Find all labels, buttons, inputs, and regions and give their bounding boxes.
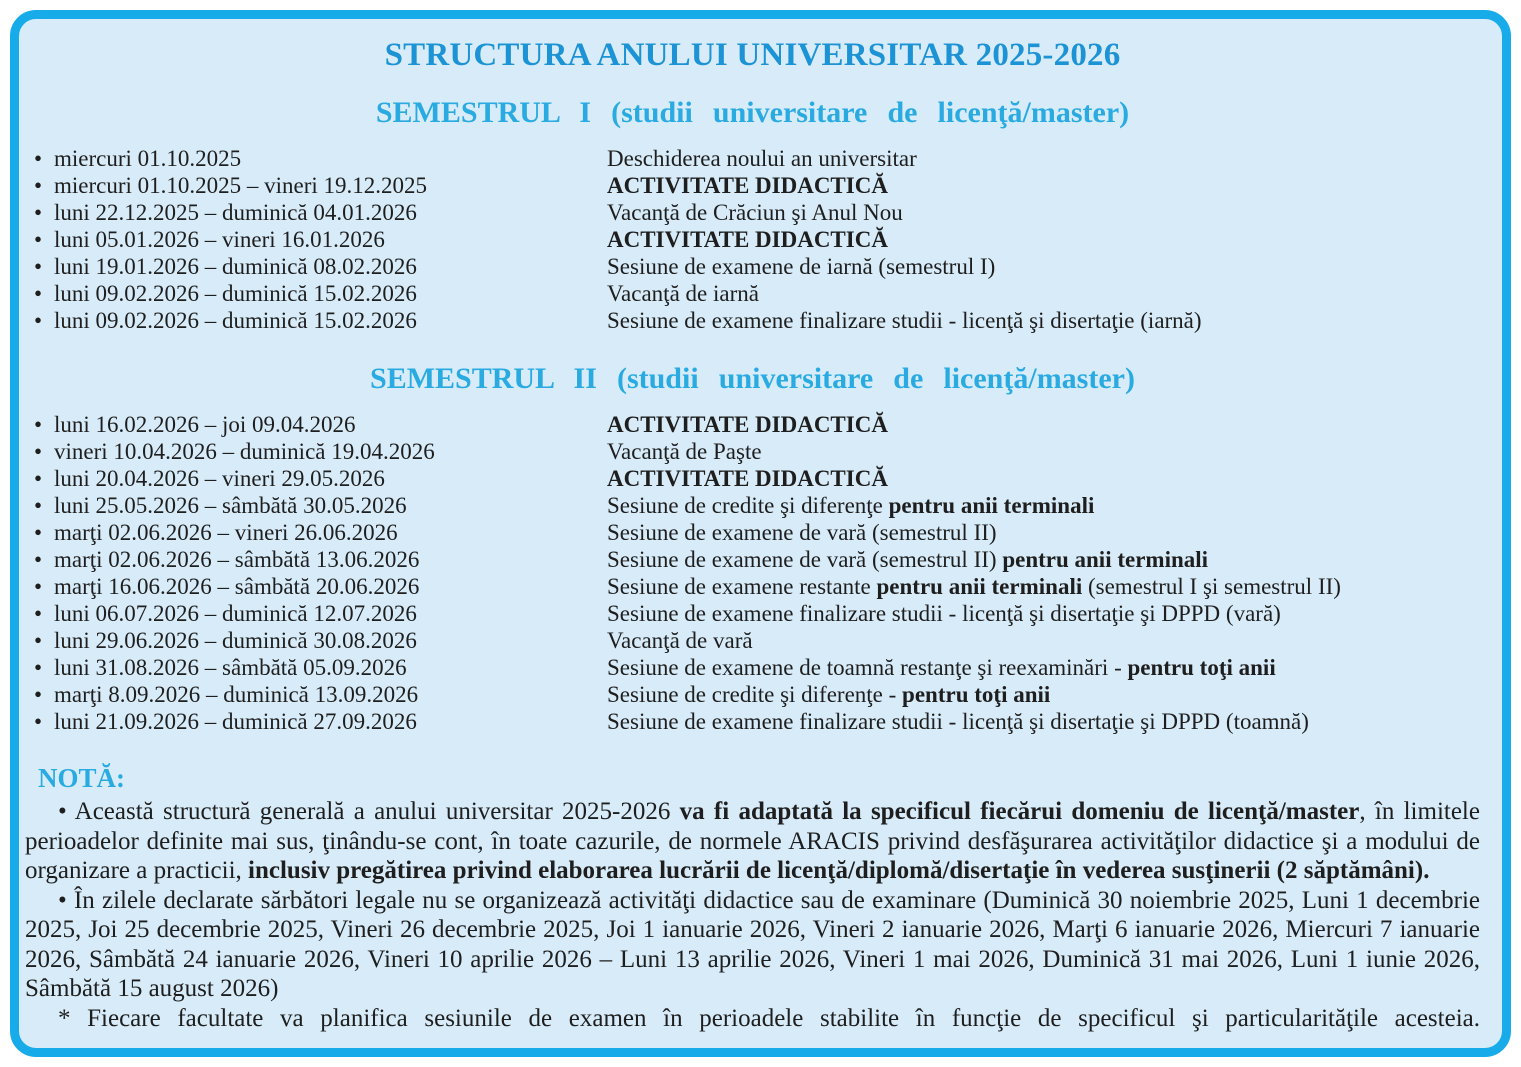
activity-text: Sesiune de credite şi diferenţe - xyxy=(607,682,903,707)
note-text: va fi adaptată la specificul fiecărui domeniu de licenţă/master xyxy=(679,798,1360,825)
schedule-period xyxy=(25,708,603,735)
note-text: • În zilele declarate sărbători legale nu se organizează activităţi didactice sau de examinare (Duminică 30 noiembrie 2025, Luni 1 decembrie 2025, Joi 25 decembrie 2025, Vineri 26 decembrie 2025, Joi 1 ianuarie 2026, Vineri 2 ianuarie 2026, Marţi 6 ianuarie 2026, Miercuri 7 ianuarie 2026, Sâmbătă 24 ianuarie 2026, Vineri 10 aprilie 2026 – Luni 13 aprilie 2026, Vineri 1 mai 2026, Duminică 31 mai 2026, Luni 1 iunie 2026, Sâmbătă 15 august 2026) xyxy=(25,886,1480,1002)
bullet-marker: • xyxy=(34,173,43,198)
period-text: luni 09.02.2026 – duminică 15.02.2026 xyxy=(54,281,417,306)
activity-text: (semestrul I şi semestrul II) xyxy=(1082,574,1341,599)
activity-text: Vacanţă de vară xyxy=(607,628,753,653)
schedule-period xyxy=(25,253,603,280)
schedule-row xyxy=(25,600,1480,627)
bullet-marker: • xyxy=(34,709,43,734)
period-text: luni 31.08.2026 – sâmbătă 05.09.2026 xyxy=(54,655,407,680)
note-text: , în limitele perioadelor definite mai sus, ţinându-se cont, în toate cazurile, de normele ARACIS privind desfăşurarea activităţilor didactice şi a modului de organizare a practicii, xyxy=(25,798,1480,884)
schedule-period xyxy=(25,465,603,492)
bullet-marker: • xyxy=(34,200,43,225)
schedule-period xyxy=(25,519,603,546)
period-text: miercuri 01.10.2025 xyxy=(54,146,242,171)
note-text: inclusiv pregătirea privind elaborarea lucrării de licenţă/diplomă/disertaţie în vederea susţinerii (2 săptămâni). xyxy=(248,857,1430,884)
schedule-activity xyxy=(603,573,1480,600)
schedule-row xyxy=(25,307,1480,334)
activity-text: pentru toţi anii xyxy=(1127,655,1276,680)
schedule-activity xyxy=(603,199,1480,226)
bullet-marker: • xyxy=(34,601,43,626)
activity-text: pentru anii terminali xyxy=(876,574,1083,599)
period-text: luni 25.05.2026 – sâmbătă 30.05.2026 xyxy=(54,493,407,518)
schedule-row xyxy=(25,627,1480,654)
schedule-row xyxy=(25,492,1480,519)
period-text: miercuri 01.10.2025 – vineri 19.12.2025 xyxy=(54,173,428,198)
schedule-row xyxy=(25,708,1480,735)
schedule-activity xyxy=(603,600,1480,627)
academic-year-structure-document xyxy=(10,10,1511,1057)
period-text: luni 29.06.2026 – duminică 30.08.2026 xyxy=(54,628,417,653)
schedule-row xyxy=(25,411,1480,438)
schedule-row xyxy=(25,172,1480,199)
schedule-period xyxy=(25,492,603,519)
schedule-activity xyxy=(603,465,1480,492)
period-text: marţi 02.06.2026 – vineri 26.06.2026 xyxy=(54,520,398,545)
schedule-period xyxy=(25,307,603,334)
schedule-row xyxy=(25,573,1480,600)
period-text: vineri 10.04.2026 – duminică 19.04.2026 xyxy=(54,439,435,464)
schedule-period xyxy=(25,172,603,199)
period-text: luni 20.04.2026 – vineri 29.05.2026 xyxy=(54,466,385,491)
activity-text: Sesiune de examene de iarnă (semestrul I) xyxy=(607,254,996,279)
period-text: luni 09.02.2026 – duminică 15.02.2026 xyxy=(54,308,417,333)
activity-text: ACTIVITATE DIDACTICĂ xyxy=(607,227,888,252)
schedule-row xyxy=(25,465,1480,492)
period-text: luni 19.01.2026 – duminică 08.02.2026 xyxy=(54,254,417,279)
semester2-schedule xyxy=(25,411,1480,735)
activity-text: ACTIVITATE DIDACTICĂ xyxy=(607,412,888,437)
semester1-heading: SEMESTRUL I (studii universitare de licenţă/master) xyxy=(375,96,1130,129)
schedule-row xyxy=(25,654,1480,681)
schedule-activity xyxy=(603,492,1480,519)
note-text: * Fiecare facultate va planifica sesiunile de examen în perioadele stabilite în funcţie de specificul şi particularităţile acesteia. xyxy=(58,1004,1480,1032)
page-title: STRUCTURA ANULUI UNIVERSITAR 2025-2026 xyxy=(384,37,1121,73)
note-paragraph xyxy=(25,1004,1480,1034)
schedule-period xyxy=(25,681,603,708)
activity-text: Vacanţă de iarnă xyxy=(607,281,759,306)
bullet-marker: • xyxy=(34,493,43,518)
schedule-activity xyxy=(603,519,1480,546)
schedule-activity xyxy=(603,226,1480,253)
activity-text: Deschiderea noului an universitar xyxy=(607,146,917,171)
note-paragraph xyxy=(25,886,1480,1004)
schedule-period xyxy=(25,573,603,600)
schedule-row xyxy=(25,280,1480,307)
period-text: marţi 02.06.2026 – sâmbătă 13.06.2026 xyxy=(54,547,420,572)
note-section xyxy=(25,763,1480,1033)
activity-text: Sesiune de examene restante xyxy=(607,574,877,599)
activity-text: Sesiune de credite şi diferenţe xyxy=(607,493,889,518)
period-text: marţi 16.06.2026 – sâmbătă 20.06.2026 xyxy=(54,574,420,599)
period-text: marţi 8.09.2026 – duminică 13.09.2026 xyxy=(54,682,419,707)
activity-text: Vacanţă de Paşte xyxy=(607,439,762,464)
schedule-activity xyxy=(603,627,1480,654)
period-text: luni 16.02.2026 – joi 09.04.2026 xyxy=(54,412,356,437)
bullet-marker: • xyxy=(34,146,43,171)
activity-text: pentru anii terminali xyxy=(888,493,1095,518)
bullet-marker: • xyxy=(34,574,43,599)
bullet-marker: • xyxy=(34,281,43,306)
schedule-period xyxy=(25,199,603,226)
bullet-marker: • xyxy=(34,547,43,572)
schedule-row xyxy=(25,226,1480,253)
schedule-row xyxy=(25,145,1480,172)
bullet-marker: • xyxy=(34,628,43,653)
schedule-period xyxy=(25,226,603,253)
bullet-marker: • xyxy=(34,466,43,491)
period-text: luni 22.12.2025 – duminică 04.01.2026 xyxy=(54,200,417,225)
schedule-period xyxy=(25,145,603,172)
schedule-activity xyxy=(603,411,1480,438)
bullet-marker: • xyxy=(34,412,43,437)
schedule-activity xyxy=(603,280,1480,307)
activity-text: Sesiune de examene finalizare studii - licenţă şi disertaţie şi DPPD (vară) xyxy=(607,601,1281,626)
activity-text: Sesiune de examene de vară (semestrul II) xyxy=(607,520,997,545)
schedule-activity xyxy=(603,307,1480,334)
schedule-row xyxy=(25,519,1480,546)
schedule-activity xyxy=(603,654,1480,681)
activity-text: pentru anii terminali xyxy=(1002,547,1209,572)
schedule-activity xyxy=(603,438,1480,465)
bullet-marker: • xyxy=(34,655,43,680)
period-text: luni 05.01.2026 – vineri 16.01.2026 xyxy=(54,227,385,252)
bullet-marker: • xyxy=(34,439,43,464)
schedule-activity xyxy=(603,708,1480,735)
schedule-row xyxy=(25,438,1480,465)
schedule-activity xyxy=(603,253,1480,280)
schedule-period xyxy=(25,280,603,307)
schedule-period xyxy=(25,654,603,681)
schedule-period xyxy=(25,438,603,465)
bullet-marker: • xyxy=(34,520,43,545)
note-paragraphs xyxy=(25,797,1480,1033)
activity-text: Sesiune de examene de vară (semestrul II) xyxy=(607,547,1003,572)
bullet-marker: • xyxy=(34,682,43,707)
activity-text: pentru toţi anii xyxy=(902,682,1051,707)
schedule-row xyxy=(25,253,1480,280)
activity-text: ACTIVITATE DIDACTICĂ xyxy=(607,466,888,491)
note-paragraph xyxy=(25,797,1480,886)
note-text: • Această structură generală a anului universitar 2025-2026 xyxy=(58,798,680,825)
activity-text: Vacanţă de Crăciun şi Anul Nou xyxy=(607,200,903,225)
activity-text: Sesiune de examene finalizare studii - licenţă şi disertaţie (iarnă) xyxy=(607,308,1202,333)
schedule-activity xyxy=(603,681,1480,708)
schedule-activity xyxy=(603,546,1480,573)
activity-text: ACTIVITATE DIDACTICĂ xyxy=(607,173,888,198)
period-text: luni 21.09.2026 – duminică 27.09.2026 xyxy=(54,709,417,734)
period-text: luni 06.07.2026 – duminică 12.07.2026 xyxy=(54,601,417,626)
schedule-row xyxy=(25,199,1480,226)
schedule-row xyxy=(25,546,1480,573)
schedule-period xyxy=(25,411,603,438)
bullet-marker: • xyxy=(34,227,43,252)
bullet-marker: • xyxy=(34,308,43,333)
schedule-activity xyxy=(603,145,1480,172)
bullet-marker: • xyxy=(34,254,43,279)
schedule-row xyxy=(25,681,1480,708)
semester1-schedule xyxy=(25,145,1480,334)
schedule-period xyxy=(25,627,603,654)
note-label: NOTĂ: xyxy=(38,763,125,793)
activity-text: Sesiune de examene finalizare studii - licenţă şi disertaţie şi DPPD (toamnă) xyxy=(607,709,1309,734)
schedule-period xyxy=(25,600,603,627)
semester2-heading: SEMESTRUL II (studii universitare de licenţă/master) xyxy=(370,362,1135,395)
schedule-period xyxy=(25,546,603,573)
activity-text: Sesiune de examene de toamnă restanţe şi reexaminări - xyxy=(607,655,1128,680)
schedule-activity xyxy=(603,172,1480,199)
